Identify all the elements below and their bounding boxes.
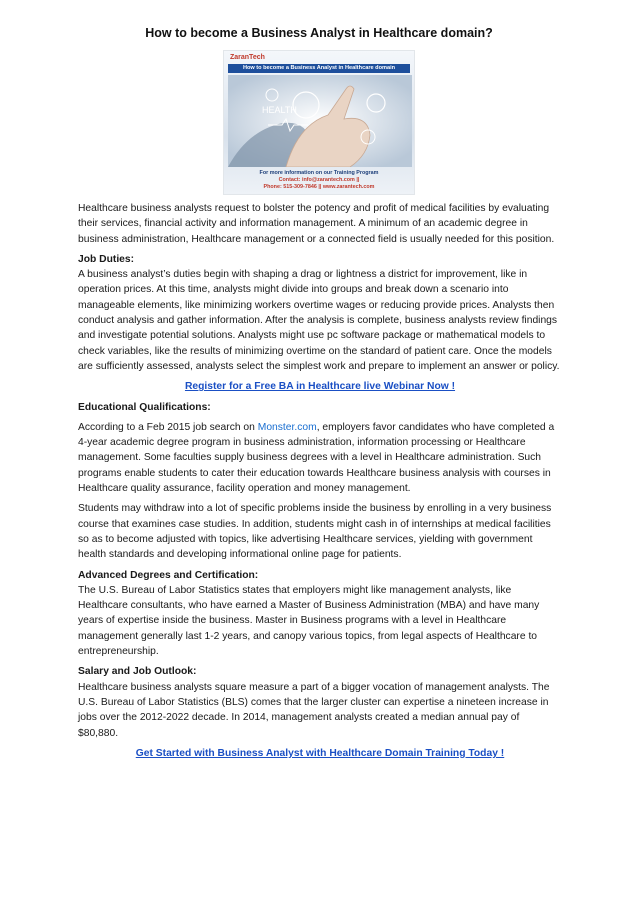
salary-heading: Salary and Job Outlook:: [78, 666, 197, 678]
document-title: How to become a Business Analyst in Healthcare domain?: [145, 26, 493, 40]
training-start-link[interactable]: Get Started with Business Analyst with Healthcare Domain Training Today !: [135, 747, 505, 759]
banner-logo: ZaranTech: [230, 54, 265, 61]
salary-paragraph: Healthcare business analysts square measure a part of a bigger vocation of management analysts. The U.S. Bureau of Labor Statistics (BLS) comes that the larger cluster can expertise a nineteen increase in jobs over the 2012-2022 decade. In 2014, management analysts created a median annual pay of $80,880.: [78, 681, 550, 739]
webinar-register-link[interactable]: Register for a Free BA in Healthcare live Webinar Now !: [184, 381, 456, 393]
document-body: [78, 201, 562, 766]
education-heading: Educational Qualifications:: [78, 401, 211, 413]
intro-paragraph: Healthcare business analysts request to bolster the potency and profit of medical facilities by evaluating their services, financial activity and information management. A minimum of an academic degree in business administration, Healthcare management or a connected field is usually needed for this position.: [78, 203, 555, 245]
banner-heading: How to become a Business Analyst in Healthcare domain: [228, 64, 410, 73]
banner-footer: For more information on our Training Program Contact: info@zarantech.com || Phone: 515-309-7846 || www.zarantech.com: [259, 170, 379, 190]
education-paragraph-2: Students may withdraw into a lot of specific problems inside the business by enrolling in a very business course that examines case studies. In addition, students might cash in of internships at medical facilities so as to become adjusted with topics, like advertising Healthcare services, yielding with government health standards and developing informational online page for patients.: [78, 503, 552, 561]
advanced-degrees-paragraph: The U.S. Bureau of Labor Statistics states that employers might like management analysts, like Healthcare consultants, who have earned a Master of Business Administration (MBA) and have many years of expertise inside the business. Master in Business programs with a level in Healthcare management generally last 1-2 years, and canopy various topics, from legal aspects of Healthcare to entrepreneurship.: [78, 584, 540, 658]
monster-link[interactable]: Monster.com: [257, 421, 317, 433]
job-duties-heading: Job Duties:: [78, 253, 135, 265]
banner-hand-illustration: [228, 75, 412, 167]
job-duties-paragraph: A business analyst’s duties begin with shaping a drag or lightness a district for improvement, like in operation prices. At this time, analysts might divide into groups and break down a scenario into manageable elements, like minimizing workers overtime wages or reducing provide prices. Analysts then conduct analysis and gather information. After the analysis is complete, business analysts review findings and investigate potential solutions. Analysts might use pc software package or mathematical models to check variables, like the results of minimizing overtime on the standard of patient care. Once the models are sufficiently assessed, analysts select the simplest work and prepare to implement an answer or policy.: [78, 269, 560, 372]
advanced-degrees-heading: Advanced Degrees and Certification:: [78, 569, 259, 581]
banner-art-word: HEALTH: [262, 105, 297, 115]
banner-image: [223, 50, 415, 195]
education-paragraph-1: According to a Feb 2015 job search on Monster.com, employers favor candidates who have completed a 4-year academic degree program in business administration, information processing or Healthcare management. Some faculties supply business degrees with a level in Healthcare administration. Such programs enable students to cater their education towards Healthcare business analysis with courses in Healthcare quality assurance, facility operation and money management.: [78, 421, 555, 495]
